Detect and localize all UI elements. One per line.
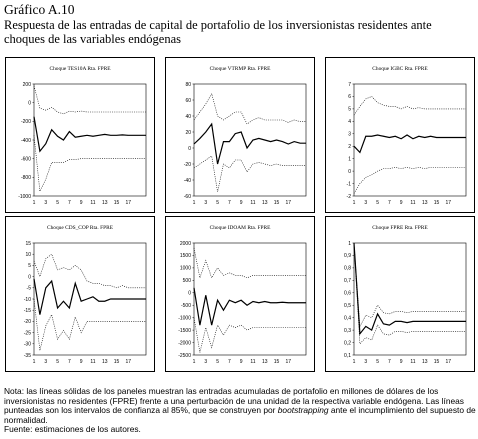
y-tick-label: 0 bbox=[188, 290, 191, 297]
x-tick-label: 1 bbox=[32, 200, 36, 206]
y-tick-label: 0,8 bbox=[344, 265, 351, 272]
x-tick-label: 7 bbox=[387, 359, 391, 365]
y-tick-label: 7 bbox=[348, 81, 351, 88]
x-tick-label: 3 bbox=[364, 359, 368, 365]
x-tick-label: 3 bbox=[44, 359, 48, 365]
x-tick-label: 11 bbox=[90, 359, 96, 365]
y-tick-label: 1 bbox=[348, 240, 351, 247]
y-tick-label: 0,9 bbox=[344, 253, 351, 260]
y-tick-label: 0 bbox=[28, 274, 31, 281]
figure-header bbox=[4, 3, 474, 46]
y-tick-label: 3 bbox=[348, 131, 351, 138]
response-line bbox=[34, 117, 146, 152]
response-line bbox=[354, 243, 466, 334]
x-tick-label: 11 bbox=[250, 359, 256, 365]
y-tick-label: 0,1 bbox=[344, 352, 351, 359]
x-tick-label: 1 bbox=[192, 359, 196, 365]
y-tick-label: -800 bbox=[20, 175, 31, 182]
x-tick-label: 13 bbox=[261, 200, 268, 206]
plot-frame bbox=[194, 243, 306, 355]
x-tick-label: 7 bbox=[67, 359, 71, 365]
chart-title: Choque TES10A Rta. FPRE bbox=[49, 66, 111, 72]
x-tick-label: 3 bbox=[364, 200, 368, 206]
y-tick-label: -40 bbox=[183, 177, 191, 184]
x-tick-label: 15 bbox=[113, 359, 120, 365]
x-tick-label: 13 bbox=[261, 359, 268, 365]
upper-ci-line bbox=[354, 243, 466, 326]
x-tick-label: 1 bbox=[352, 359, 356, 365]
chart-svg bbox=[166, 58, 314, 212]
figure-label: Gráfico A.10 bbox=[4, 2, 75, 17]
x-tick-label: 5 bbox=[56, 359, 59, 365]
y-tick-label: 2 bbox=[348, 144, 351, 151]
y-tick-label: -20 bbox=[183, 161, 191, 168]
y-tick-label: -1000 bbox=[18, 193, 31, 200]
x-tick-label: 5 bbox=[376, 200, 379, 206]
x-tick-label: 17 bbox=[445, 200, 452, 206]
y-tick-label: 0 bbox=[188, 145, 191, 152]
x-tick-label: 9 bbox=[79, 200, 83, 206]
y-tick-label: 0,2 bbox=[344, 340, 351, 347]
y-tick-label: 0 bbox=[28, 100, 31, 107]
panel-idoam bbox=[165, 216, 315, 372]
y-tick-label: 1000 bbox=[179, 265, 191, 272]
note-text-1: Nota: las líneas sólidas de los paneles muestran las entradas acumuladas de portafolio en millones de dólares de los inversionistas no residentes (FPRE) frente a una perturbación de una unidad de la respectiva variable endógena. Las líneas punteadas son los intervalos de confianza al 85%, que se construyen por bbox=[4, 386, 464, 416]
x-tick-label: 15 bbox=[433, 359, 440, 365]
y-tick-label: -60 bbox=[183, 193, 191, 200]
lower-ci-line bbox=[34, 299, 146, 351]
x-tick-label: 13 bbox=[101, 359, 108, 365]
x-tick-label: 5 bbox=[216, 359, 219, 365]
y-tick-label: 6 bbox=[348, 94, 351, 101]
response-line bbox=[34, 279, 146, 315]
y-tick-label: -10 bbox=[23, 296, 31, 303]
y-tick-label: 60 bbox=[185, 97, 191, 104]
x-tick-label: 5 bbox=[56, 200, 59, 206]
upper-ci-line bbox=[194, 94, 306, 124]
chart-title: Choque FPRE Rta. FPRE bbox=[372, 225, 428, 231]
y-tick-label: -25 bbox=[23, 330, 31, 337]
figure-note bbox=[4, 387, 476, 435]
note-italic: bootstrapping bbox=[277, 405, 329, 416]
x-tick-label: 1 bbox=[192, 200, 196, 206]
x-tick-label: 7 bbox=[67, 200, 71, 206]
x-tick-label: 17 bbox=[445, 359, 452, 365]
x-tick-label: 15 bbox=[273, 359, 280, 365]
y-tick-label: 5 bbox=[28, 263, 31, 270]
y-tick-label: 40 bbox=[185, 113, 191, 120]
y-tick-label: -5 bbox=[26, 285, 31, 292]
x-tick-label: 15 bbox=[273, 200, 280, 206]
y-tick-label: 1 bbox=[348, 156, 351, 163]
y-tick-label: -30 bbox=[23, 341, 31, 348]
y-tick-label: -200 bbox=[20, 119, 31, 126]
x-tick-label: 13 bbox=[421, 359, 428, 365]
x-tick-label: 3 bbox=[44, 200, 48, 206]
lower-ci-line bbox=[34, 135, 146, 191]
chart-title: Choque CDS_COP Rta. FPRE bbox=[47, 225, 113, 231]
chart-svg bbox=[6, 58, 154, 212]
x-tick-label: 13 bbox=[101, 200, 108, 206]
plot-frame bbox=[34, 84, 146, 196]
y-tick-label: 1500 bbox=[179, 253, 191, 260]
x-tick-label: 11 bbox=[410, 200, 416, 206]
panel-fpre bbox=[325, 216, 475, 372]
note-source: Fuente: estimaciones de los autores. bbox=[4, 424, 141, 435]
x-tick-label: 11 bbox=[250, 200, 256, 206]
x-tick-label: 15 bbox=[113, 200, 120, 206]
y-tick-label: -1500 bbox=[178, 327, 191, 334]
x-tick-label: 17 bbox=[125, 359, 132, 365]
y-tick-label: -35 bbox=[23, 352, 31, 359]
chart-svg bbox=[6, 217, 154, 371]
chart-title: Choque IGBC Rta. FPRE bbox=[372, 66, 428, 72]
x-tick-label: 9 bbox=[239, 359, 243, 365]
y-tick-label: 0,6 bbox=[344, 290, 351, 297]
chart-svg bbox=[166, 217, 314, 371]
x-tick-label: 3 bbox=[204, 359, 208, 365]
upper-ci-line bbox=[354, 96, 466, 115]
x-tick-label: 17 bbox=[125, 200, 132, 206]
y-tick-label: 5 bbox=[348, 106, 351, 113]
x-tick-label: 11 bbox=[410, 359, 416, 365]
y-tick-label: 4 bbox=[348, 119, 351, 126]
y-tick-label: 200 bbox=[22, 81, 31, 88]
y-tick-label: -20 bbox=[23, 319, 31, 326]
y-tick-label: 15 bbox=[25, 240, 31, 247]
panel-cds-cop bbox=[5, 216, 155, 372]
x-tick-label: 1 bbox=[352, 200, 356, 206]
panel-tes10a bbox=[5, 57, 155, 213]
plot-frame bbox=[194, 84, 306, 196]
y-tick-label: 0,4 bbox=[344, 315, 351, 322]
x-tick-label: 17 bbox=[285, 200, 292, 206]
figure-title: Respuesta de las entradas de capital de portafolio de los inversionistas residentes ante choques de las variables endógenas bbox=[4, 18, 432, 46]
response-line bbox=[354, 135, 466, 152]
plot-frame bbox=[354, 243, 466, 355]
plot-frame bbox=[354, 84, 466, 196]
x-tick-label: 5 bbox=[376, 359, 379, 365]
note-text-2: ante el incumplimiento del supuesto de normalidad. bbox=[4, 405, 476, 425]
x-tick-label: 1 bbox=[32, 359, 36, 365]
panel-vtrmp bbox=[165, 57, 315, 213]
y-tick-label: -600 bbox=[20, 156, 31, 163]
y-tick-label: 10 bbox=[25, 252, 31, 258]
y-tick-label: -1000 bbox=[178, 315, 191, 322]
x-tick-label: 9 bbox=[399, 200, 403, 206]
x-tick-label: 13 bbox=[421, 200, 428, 206]
panel-igbc bbox=[325, 57, 475, 213]
y-tick-label: 80 bbox=[185, 81, 191, 88]
y-tick-label: -500 bbox=[180, 303, 191, 310]
x-tick-label: 7 bbox=[227, 200, 231, 206]
x-tick-label: 5 bbox=[216, 200, 219, 206]
y-tick-label: -1 bbox=[346, 181, 351, 188]
x-tick-label: 9 bbox=[239, 200, 243, 206]
lower-ci-line bbox=[194, 156, 306, 192]
y-tick-label: -2000 bbox=[178, 340, 191, 347]
chart-svg bbox=[326, 58, 474, 212]
x-tick-label: 9 bbox=[79, 359, 83, 365]
x-tick-label: 15 bbox=[433, 200, 440, 206]
y-tick-label: -2 bbox=[346, 193, 351, 200]
y-tick-label: 20 bbox=[185, 129, 191, 136]
y-tick-label: -15 bbox=[23, 308, 31, 314]
x-tick-label: 3 bbox=[204, 200, 208, 206]
y-tick-label: 0 bbox=[348, 168, 351, 175]
y-tick-label: -2500 bbox=[178, 352, 191, 359]
lower-ci-line bbox=[354, 243, 466, 344]
lower-ci-line bbox=[354, 167, 466, 193]
chart-title: Choque VTRMP Rta. FPRE bbox=[209, 66, 271, 72]
x-tick-label: 11 bbox=[90, 200, 96, 206]
upper-ci-line bbox=[194, 248, 306, 278]
upper-ci-line bbox=[34, 86, 146, 114]
y-tick-label: 500 bbox=[182, 278, 191, 285]
response-line bbox=[194, 124, 306, 164]
y-tick-label: -400 bbox=[20, 137, 31, 144]
x-tick-label: 7 bbox=[227, 359, 231, 365]
response-line bbox=[194, 288, 306, 325]
y-tick-label: 0,7 bbox=[344, 278, 351, 285]
y-tick-label: 0,5 bbox=[344, 303, 351, 310]
x-tick-label: 7 bbox=[387, 200, 391, 206]
x-tick-label: 9 bbox=[399, 359, 403, 365]
x-tick-label: 17 bbox=[285, 359, 292, 365]
chart-svg bbox=[326, 217, 474, 371]
y-tick-label: 0,3 bbox=[344, 327, 351, 334]
chart-title: Choque IDOAM Rta. FPRE bbox=[209, 225, 271, 231]
y-tick-label: 2000 bbox=[179, 240, 191, 247]
